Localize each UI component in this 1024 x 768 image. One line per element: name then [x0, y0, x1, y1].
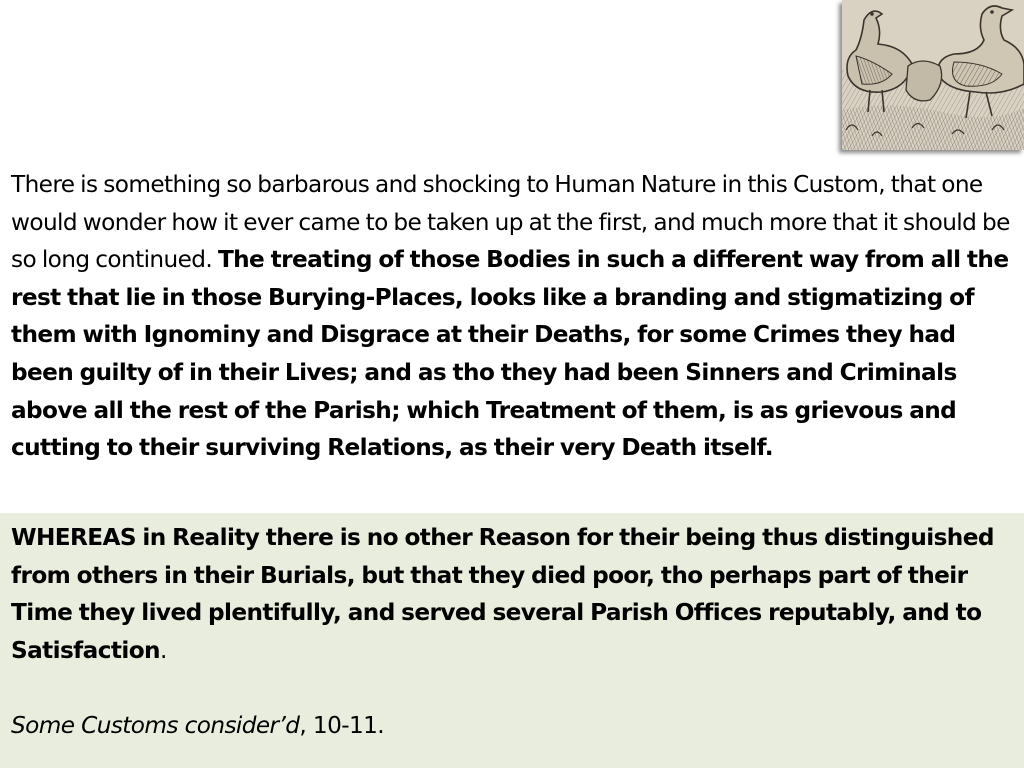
opening-paragraph: [11, 166, 1011, 467]
opening-paragraph-plain-text: There is something so barbarous and shocking to Human Nature in this Custom, that one would wonder how it ever came to be taken up at the first, and much more that it should be so long continued.: [11, 171, 1010, 274]
citation-pages: , 10-11.: [299, 712, 385, 739]
ducks-engraving-image: [842, 0, 1024, 150]
whereas-paragraph: [11, 519, 1011, 669]
source-citation: [11, 707, 1011, 745]
whereas-paragraph-tail: .: [159, 636, 167, 664]
citation-title: Some Customs consider’d: [11, 712, 300, 739]
opening-paragraph-bold-text: The treating of those Bodies in such a different way from all the rest that lie in those Burying-Places, looks like a branding and stigmatizing of them with Ignominy and Disgrace at their Deaths, for some Crimes they had been guilty of in their Lives; and as tho they had been Sinners and Criminals above all the rest of the Parish; which Treatment of them, is as grievous and cutting to their surviving Relations, as their very Death itself.: [11, 246, 1009, 462]
whereas-paragraph-bold-text: WHEREAS in Reality there is no other Reason for their being thus distinguished from others in their Burials, but that they died poor, tho perhaps part of their Time they lived plentifully, and served several Parish Offices reputably, and to Satisfaction: [11, 524, 994, 664]
ducks-engraving-icon: [842, 0, 1024, 150]
